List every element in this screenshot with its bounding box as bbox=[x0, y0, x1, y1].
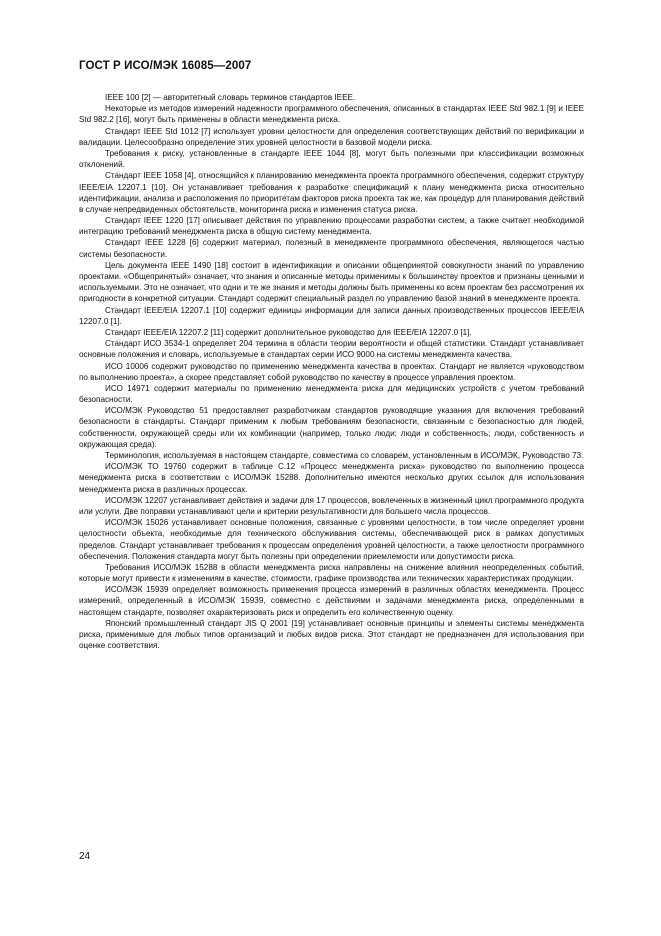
paragraph: Цель документа IEEE 1490 [18] состоит в идентификации и описании общепринятой совокупности знаний по управлению проектами. «Общепринятый» означает, что знания и описанные методы применимы к большинству проектов и признаны ценными и используемыми. Это не означает, что одни и те же знания и методы должны быть применены ко всем проектам без рассмотрения их пригодности в конкретной ситуации. Стандарт содержит специальный раздел по управлению базой знаний в менеджменте проекта. bbox=[79, 260, 584, 304]
paragraph: Стандарт IEEE 1220 [17] описывает действия по управлению процессами разработки систем, а также считает необходимой интеграцию требований менеджмента риска в общую систему менеджмента. bbox=[79, 216, 584, 237]
paragraph: Некоторые из методов измерений надежности программного обеспечения, описанных в стандартах IEEE Std 982.1 [9] и IEEE Std 982.2 [16], могут быть применены в области менеджмента риска. bbox=[79, 104, 584, 125]
document-header: ГОСТ Р ИСО/МЭК 16085—2007 bbox=[79, 60, 252, 72]
paragraph: Стандарт IEEE 1058 [4], относящийся к планированию менеджмента проекта программного обеспечения, содержит структуру IEEE/EIA 12207.1 [10]. Он устанавливает требования к разработке спецификаций к плану менеджмента риска относительно идентификации, анализа и расположения по приоритетам факторов риска проекта так же, как процедур для планирования действий в случае непредвиденных обстоятельств, мониторинга риска и изменения статуса риска. bbox=[79, 171, 585, 214]
paragraph: ИСО 14971 содержит материалы по применению менеджмента риска для медицинских устройств с учетом требований безопасности. bbox=[79, 383, 584, 405]
paragraph: Стандарт IEEE 1228 [6] содержит материал, полезный в менеджменте программного обеспечения, являющегося частью системы безопасности. bbox=[79, 238, 584, 259]
paragraph: ИСО/МЭК Руководство 51 предоставляет разработчикам стандартов руководящие указания для включения требований безопасности в стандарты. Стандарт применим к любым требованиям безопасности, связанным с безопасностью для людей, собственности, окружающей среды или их комбинации (например, только люди; люди и собственность; люди, собственность и окружающая среда). bbox=[79, 406, 584, 449]
paragraph: ИСО/МЭК 12207 устанавливает действия и задачи для 17 процессов, вовлеченных в жизненный цикл программного продукта или услуги. Две поправки устанавливают цели и критерии результативности для большего числа процессов. bbox=[79, 495, 584, 516]
paragraph: ИСО 10006 содержит руководство по применению менеджмента качества в проектах. Стандарт не является «руководством по выполнению проекта», а скорее представляет собой руководство по качеству в процессе управления проектом. bbox=[79, 361, 584, 382]
paragraph: Стандарт IEEE/EIA 12207.1 [10] содержит единицы информации для записи данных производственных процессов IEEE/EIA 12207.0 [1]. bbox=[79, 305, 584, 326]
page-number: 24 bbox=[79, 851, 91, 862]
paragraph: Японский промышленный стандарт JIS Q 2001 [19] устанавливает основные принципы и элементы системы менеджмента риска, применимые для любых типов организаций и любых видов риска. Этот стандарт не предназначен для использования при оценке соответствия. bbox=[79, 618, 584, 651]
paragraph: ИСО/МЭК ТО 19760 содержит в таблице С.12 «Процесс менеджмента риска» руководство по выполнению процесса менеджмента риска в соответствии с ИСО/МЭК 15288. Дополнительно имеются несколько других ссылок для использования менеджмента риска в различных процессах. bbox=[79, 462, 584, 494]
paragraph: Стандарт ИСО 3534-1 определяет 204 термина в области теории вероятности и общей статистики. Стандарт устанавливает основные положения и словарь, используемые в стандартах серии ИСО 9000 на системы менеджмента качества. bbox=[79, 339, 584, 360]
paragraph: ИСО/МЭК 15026 устанавливает основные положения, связанные с уровнями целостности, в том числе определяет уровни целостности объекта, необходимые для технического обслуживания системы, обеспечивающей риск в рамках допустимых пределов. Стандарт устанавливает требования к процессам определения уровней целостности, а также целостности программного обеспечения. Положения стандарта могут быть полезны при определении приемлемости или допустимости риска. bbox=[79, 518, 584, 561]
document-body bbox=[79, 92, 584, 651]
paragraph: Стандарт IEEE/EIA 12207.2 [11] содержит дополнительное руководство для IEEE/EIA 12207.0 [1]. bbox=[105, 327, 472, 337]
paragraph: Стандарт IEEE Std 1012 [7] использует уровни целостности для определения соответствующих действий по верификации и валидации. Целесообразно определение этих уровней целостности в базовой модели риска. bbox=[79, 126, 584, 147]
paragraph: Требования ИСО/МЭК 15288 в области менеджмента риска направлены на снижение влияния неопределенных событий, которые могут привести к изменениям в качестве, стоимости, графике производства или технических характеристиках продукции. bbox=[79, 562, 584, 584]
paragraph: IEEE 100 [2] — авторитетный словарь терминов стандартов IEEE. bbox=[105, 93, 356, 102]
paragraph: Требования к риску, установленные в стандарте IEEE 1044 [8], могут быть полезными при классификации возможных отклонений. bbox=[79, 148, 584, 170]
paragraph: Терминология, используемая в настоящем стандарте, совместима со словарем, установленным в ИСО/МЭК, Руководство 73. bbox=[105, 451, 584, 460]
paragraph: ИСО/МЭК 15939 определяет возможность применения процесса измерений в различных областях менеджмента. Процесс измерений, определенный в ИСО/МЭК 15939, совместно с действиями и задачами менеджмента риска, определенными в настоящем стандарте, позволяет охарактеризовать риск и определить его количественную оценку. bbox=[79, 585, 584, 617]
